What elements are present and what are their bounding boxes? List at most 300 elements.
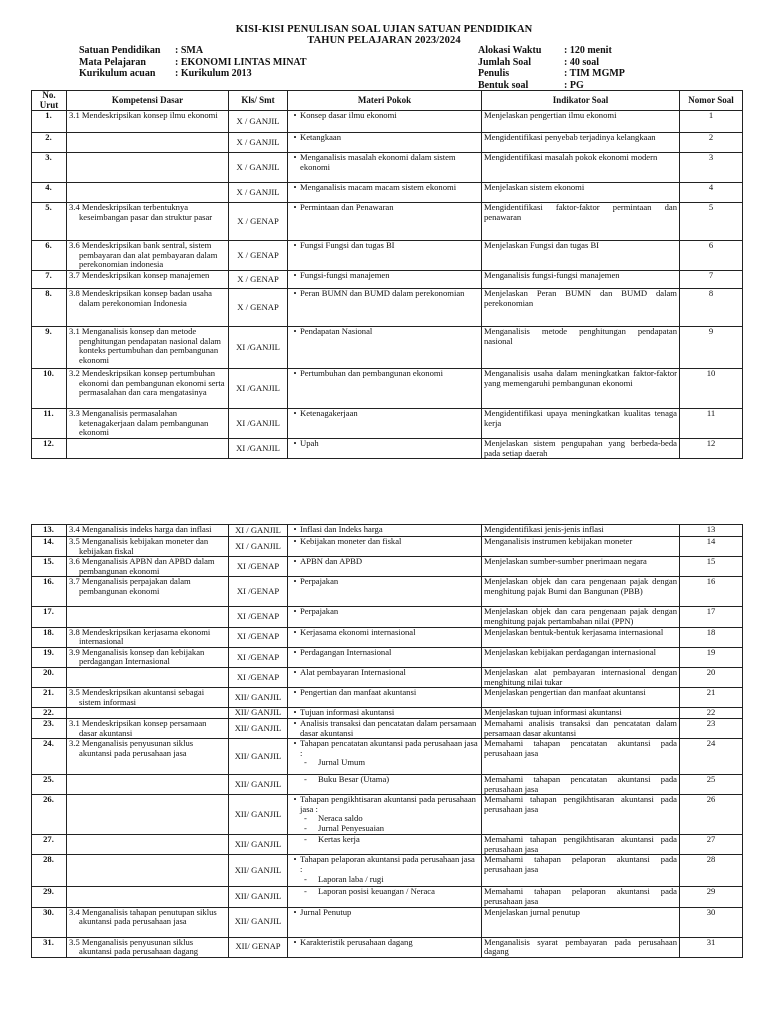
materi-bullet [290,557,479,567]
cell-kompetensi-dasar [67,525,229,537]
bullet-icon: • [293,202,297,213]
materi-text: Jurnal Umum [318,757,366,768]
table-row [32,369,743,409]
cell-kompetensi-dasar [67,557,229,577]
cell-materi-pokok [288,688,482,708]
cell-materi-pokok [288,537,482,557]
cell-indikator-soal: Mengidentifikasi faktor-faktor permintaan dan penawaran [482,203,680,241]
cell-kelas-semester: XII/ GANJIL [229,855,288,887]
materi-bullet [290,111,479,121]
cell-kompetensi-dasar [67,647,229,667]
cell-indikator-soal: Menjelaskan objek dan cara pengenaan pajak dengan menghitung pajak pertambahan nilai (PPN) [482,607,680,627]
cell-nomor-soal: 20 [680,667,743,687]
bullet-icon: • [293,524,297,534]
cell-nomor-soal: 27 [680,835,743,855]
info-label: Alokasi Waktu [478,45,542,56]
cell-indikator-soal: Menjelaskan objek dan cara pengenaan pajak dengan menghitung pajak Bumi dan Bangunan (PBB) [482,577,680,607]
materi-text: Tahapan pelaporan akuntansi pada perusahaan jasa : [300,854,475,875]
cell-nomor-soal: 5 [680,203,743,241]
table-row [32,409,743,439]
cell-nomor-soal: 23 [680,718,743,738]
cell-kelas-semester: XI /GENAP [229,627,288,647]
materi-bullet [290,369,479,379]
cell-materi-pokok [288,607,482,627]
info-label: Kurikulum acuan [79,68,156,80]
cell-no: 1. [32,111,67,133]
kompetensi-text: 3.7 Mendeskripsikan konsep manajemen [69,270,210,281]
bullet-icon: • [293,536,297,546]
kisi-kisi-table-2 [31,524,743,958]
cell-nomor-soal: 11 [680,409,743,439]
info-row-alokasi [478,45,625,57]
cell-materi-pokok [288,887,482,907]
col-header-no: No. Urut [32,91,67,111]
cell-nomor-soal: 22 [680,708,743,719]
cell-nomor-soal: 4 [680,183,743,203]
materi-bullet [290,183,479,193]
cell-nomor-soal: 24 [680,739,743,775]
cell-no: 21. [32,688,67,708]
materi-bullet [290,719,479,738]
cell-no: 8. [32,289,67,327]
materi-text: Permintaan dan Penawaran [300,202,394,213]
cell-no: 7. [32,271,67,289]
cell-nomor-soal: 18 [680,627,743,647]
cell-kompetensi-dasar [67,271,229,289]
cell-nomor-soal: 29 [680,887,743,907]
materi-text: Menganalisis macam macam sistem ekonomi [300,182,457,193]
cell-kompetensi-dasar [67,718,229,738]
cell-kelas-semester: XI /GANJIL [229,327,288,369]
materi-text: APBN dan APBD [300,556,363,567]
cell-kompetensi-dasar [67,327,229,369]
cell-indikator-soal: Memahami tahapan pelaporan akuntansi pada perusahaan jasa [482,855,680,887]
table-row [32,537,743,557]
cell-nomor-soal: 15 [680,557,743,577]
materi-bullet [290,855,479,874]
materi-bullet [290,688,479,698]
materi-text: Konsep dasar ilmu ekonomi [300,110,397,121]
cell-indikator-soal: Menjelaskan Peran BUMN dan BUMD dalam perekonomian [482,289,680,327]
materi-text: Perpajakan [300,606,339,617]
cell-kelas-semester: XI /GENAP [229,667,288,687]
materi-text: Buku Besar (Utama) [318,774,390,785]
cell-kelas-semester: X / GENAP [229,289,288,327]
cell-no: 30. [32,907,67,937]
cell-nomor-soal: 8 [680,289,743,327]
cell-kompetensi-dasar [67,627,229,647]
materi-bullet [290,628,479,638]
bullet-icon: • [293,718,297,728]
materi-bullet [290,203,479,213]
cell-indikator-soal: Memahami tahapan pencatatan akuntansi pada perusahaan jasa [482,739,680,775]
cell-no: 29. [32,887,67,907]
kompetensi-text: 3.9 Menganalisis konsep dan kebijakan perdagangan Internasional [69,647,205,667]
materi-bullet [290,241,479,251]
materi-text: Tujuan informasi akuntansi [300,707,395,718]
table-row [32,718,743,738]
info-row-jumlah [478,57,625,69]
table-row [32,887,743,907]
bullet-icon: • [293,270,297,281]
cell-no: 14. [32,537,67,557]
cell-indikator-soal: Menjelaskan alat pembayaran internasional dengan menghitung nilai tukar [482,667,680,687]
materi-text: Menganalisis masalah ekonomi dalam sistem ekonomi [300,152,456,172]
bullet-icon: • [293,687,297,698]
materi-text: Kebijakan moneter dan fiskal [300,536,402,546]
kompetensi-text: 3.4 Menganalisis indeks harga dan inflasi [69,524,212,534]
cell-indikator-soal: Menjelaskan pengertian ilmu ekonomi [482,111,680,133]
materi-bullet [290,739,479,758]
col-header-materi: Materi Pokok [288,91,482,111]
cell-materi-pokok [288,907,482,937]
cell-kompetensi-dasar [67,133,229,153]
table-row [32,203,743,241]
bullet-icon: • [293,240,297,251]
cell-no: 18. [32,627,67,647]
cell-materi-pokok [288,241,482,271]
materi-text: Laporan laba / rugi [318,873,384,884]
kompetensi-text: 3.1 Mendeskripsikan konsep ilmu ekonomi [69,110,218,121]
table-row [32,708,743,719]
cell-no: 28. [32,855,67,887]
document-title: KISI-KISI PENULISAN SOAL UJIAN SATUAN PENDIDIKAN [235,24,533,35]
materi-text: Pendapatan Nasional [300,326,373,337]
cell-kelas-semester: XI /GANJIL [229,438,288,458]
cell-indikator-soal: Memahami tahapan pelaporan akuntansi pada perusahaan jasa [482,887,680,907]
cell-nomor-soal: 12 [680,438,743,458]
cell-indikator-soal: Mengidentifikasi masalah pokok ekonomi modern [482,153,680,183]
dash-icon: - [304,757,307,768]
cell-kompetensi-dasar [67,577,229,607]
bullet-icon: • [293,854,297,865]
table-body [32,525,743,958]
cell-materi-pokok [288,835,482,855]
kompetensi-text: 3.5 Menganalisis kebijakan moneter dan kebijakan fiskal [69,536,209,556]
materi-bullet [290,439,479,449]
bullet-icon: • [293,707,297,718]
table-row [32,183,743,203]
materi-sub-item [290,835,479,845]
cell-materi-pokok [288,557,482,577]
bullet-icon: • [293,606,297,617]
cell-kompetensi-dasar [67,688,229,708]
cell-indikator-soal: Menjelaskan Fungsi dan tugas BI [482,241,680,271]
cell-kelas-semester: XII/ GANJIL [229,739,288,775]
table-row [32,937,743,957]
materi-text: Ketenagakerjaan [300,408,358,419]
materi-sub-item [290,887,479,897]
kompetensi-text: 3.6 Menganalisis APBN dan APBD dalam pembangunan ekonomi [69,556,215,576]
bullet-icon: • [293,438,297,448]
cell-kelas-semester: X / GENAP [229,271,288,289]
cell-kompetensi-dasar [67,153,229,183]
cell-materi-pokok [288,795,482,835]
cell-kelas-semester: XI /GENAP [229,577,288,607]
cell-nomor-soal: 6 [680,241,743,271]
materi-bullet [290,289,479,299]
materi-text: Perdagangan Internasional [300,647,392,657]
cell-kelas-semester: XII/ GANJIL [229,907,288,937]
info-value: : TIM MGMP [564,68,625,80]
bullet-icon: • [293,556,297,567]
cell-indikator-soal: Menganalisis usaha dalam meningkatkan faktor-faktor yang memengaruhi pembangunan ekonomi [482,369,680,409]
cell-materi-pokok [288,667,482,687]
materi-bullet [290,537,479,547]
materi-text: Peran BUMN dan BUMD dalam perekonomian [300,288,465,299]
cell-kelas-semester: X / GENAP [229,203,288,241]
table-row [32,647,743,667]
cell-kelas-semester: XII/ GANJIL [229,708,288,719]
cell-materi-pokok [288,271,482,289]
table-row [32,835,743,855]
cell-nomor-soal: 13 [680,525,743,537]
cell-kompetensi-dasar [67,667,229,687]
dash-icon: - [304,886,307,897]
cell-nomor-soal: 30 [680,907,743,937]
info-row-kurikulum [79,68,307,80]
cell-materi-pokok [288,327,482,369]
bullet-icon: • [293,627,297,637]
cell-no: 20. [32,667,67,687]
cell-indikator-soal: Menjelaskan tujuan informasi akuntansi [482,708,680,719]
materi-sub-item [290,824,479,834]
cell-kelas-semester: XI /GENAP [229,607,288,627]
cell-indikator-soal: Menjelaskan jurnal penutup [482,907,680,937]
cell-kelas-semester: XII/ GANJIL [229,835,288,855]
materi-text: Perpajakan [300,576,339,587]
cell-kelas-semester: XI / GANJIL [229,525,288,537]
materi-bullet [290,327,479,337]
cell-no: 3. [32,153,67,183]
bullet-icon: • [293,152,297,163]
cell-materi-pokok [288,289,482,327]
bullet-icon: • [293,667,297,677]
table-row [32,739,743,775]
table-row [32,577,743,607]
table-row [32,855,743,887]
materi-bullet [290,708,479,718]
materi-text: Laporan posisi keuangan / Neraca [318,886,435,897]
info-row-satuan [79,45,307,57]
cell-kelas-semester: XII/ GENAP [229,937,288,957]
cell-materi-pokok [288,133,482,153]
cell-materi-pokok [288,708,482,719]
bullet-icon: • [293,288,297,299]
cell-kompetensi-dasar [67,835,229,855]
bullet-icon: • [293,647,297,657]
cell-kelas-semester: XII/ GANJIL [229,795,288,835]
materi-text: Pengertian dan manfaat akuntansi [300,687,417,698]
cell-kelas-semester: X / GANJIL [229,153,288,183]
col-header-nomor: Nomor Soal [680,91,743,111]
materi-bullet [290,153,479,172]
cell-indikator-soal: Memahami analisis transaksi dan pencatatan dalam persamaan dasar akuntansi [482,718,680,738]
cell-no: 11. [32,409,67,439]
materi-text: Fungsi-fungsi manajemen [300,270,390,281]
materi-bullet [290,133,479,143]
cell-no: 15. [32,557,67,577]
cell-materi-pokok [288,627,482,647]
cell-no: 5. [32,203,67,241]
cell-nomor-soal: 26 [680,795,743,835]
cell-materi-pokok [288,183,482,203]
materi-text: Kerjasama ekonomi internasional [300,627,416,637]
bullet-icon: • [293,907,297,917]
cell-no: 22. [32,708,67,719]
cell-nomor-soal: 14 [680,537,743,557]
dash-icon: - [304,873,307,884]
info-value: : 40 soal [564,56,599,68]
info-value: : Kurikulum 2013 [175,68,252,80]
info-value: : EKONOMI LINTAS MINAT [175,56,307,68]
cell-kompetensi-dasar [67,775,229,795]
table-row [32,327,743,369]
table-header-row [32,91,743,111]
table-row [32,271,743,289]
kisi-kisi-table-1 [31,90,743,459]
materi-bullet [290,938,479,948]
cell-no: 19. [32,647,67,667]
info-label: Bentuk soal [478,79,529,91]
bullet-icon: • [293,326,297,337]
cell-kompetensi-dasar [67,739,229,775]
cell-nomor-soal: 1 [680,111,743,133]
cell-materi-pokok [288,409,482,439]
cell-kompetensi-dasar [67,887,229,907]
document-subtitle: TAHUN PELAJARAN 2023/2024 [307,35,461,46]
bullet-icon: • [293,937,297,947]
cell-nomor-soal: 19 [680,647,743,667]
cell-no: 24. [32,739,67,775]
cell-materi-pokok [288,369,482,409]
materi-sub-item [290,775,479,785]
materi-bullet [290,525,479,535]
bullet-icon: • [293,110,297,121]
cell-indikator-soal: Mengidentifikasi upaya meningkatkan kualitas tenaga kerja [482,409,680,439]
info-label: Penulis [478,68,510,80]
table-row [32,241,743,271]
kompetensi-text: 3.7 Menganalisis perpajakan dalam pembangunan ekonomi [69,576,191,596]
info-label: Mata Pelajaran [79,56,146,68]
cell-materi-pokok [288,647,482,667]
kompetensi-text: 3.1 Menganalisis konsep dan metode penghitungan pendapatan nasional dalam konteks pertumbuhan dan pembangunan ekonomi [69,326,221,365]
kompetensi-text: 3.5 Mendeskripsikan akuntansi sebagai sistem informasi [69,687,205,707]
materi-bullet [290,409,479,419]
cell-indikator-soal: Menganalisis instrumen kebijakan moneter [482,537,680,557]
kompetensi-text: 3.8 Mendeskripsikan konsep badan usaha dalam perekonomian Indonesia [69,288,212,308]
cell-no: 25. [32,775,67,795]
kompetensi-text: 3.1 Mendeskripsikan konsep persamaan dasar akuntansi [69,718,207,738]
materi-text: Tahapan pencatatan akuntansi pada perusahaan jasa : [300,738,478,758]
materi-text: Jurnal Penyesuaian [318,823,385,834]
cell-kompetensi-dasar [67,289,229,327]
info-label: Satuan Pendidikan [79,45,161,56]
kompetensi-text: 3.5 Menganalisis penyusunan siklus akuntansi pada perusahaan dagang [69,937,199,957]
col-header-indikator: Indikator Soal [482,91,680,111]
cell-nomor-soal: 10 [680,369,743,409]
materi-bullet [290,607,479,617]
table-row [32,688,743,708]
kompetensi-text: 3.2 Menganalisis penyusunan siklus akuntansi pada perusahaan jasa [69,738,194,758]
cell-materi-pokok [288,775,482,795]
bullet-icon: • [293,794,297,805]
materi-bullet [290,648,479,658]
info-label: Jumlah Soal [478,56,532,68]
cell-kompetensi-dasar [67,708,229,719]
bullet-icon: • [293,368,297,379]
header-info-right [478,45,625,91]
table-row [32,907,743,937]
cell-kompetensi-dasar [67,855,229,887]
cell-no: 6. [32,241,67,271]
kompetensi-text: 3.6 Mendeskripsikan bank sentral, sistem pembayaran dan alat pembayaran dalam perekonomian indonesia [69,240,218,270]
cell-materi-pokok [288,111,482,133]
cell-materi-pokok [288,739,482,775]
cell-kelas-semester: X / GANJIL [229,111,288,133]
cell-indikator-soal: Mengidentifikasi jenis-jenis inflasi [482,525,680,537]
cell-kompetensi-dasar [67,438,229,458]
col-header-kelas: Kls/ Smt [229,91,288,111]
cell-indikator-soal: Menjelaskan sistem ekonomi [482,183,680,203]
kompetensi-text: 3.4 Mendeskripsikan terbentuknya keseimbangan pasar dan struktur pasar [69,202,213,222]
table-row [32,627,743,647]
cell-kompetensi-dasar [67,607,229,627]
cell-kompetensi-dasar [67,795,229,835]
cell-indikator-soal: Memahami tahapan pencatatan akuntansi pada perusahaan jasa [482,775,680,795]
table-row [32,775,743,795]
cell-nomor-soal: 3 [680,153,743,183]
materi-text: Fungsi Fungsi dan tugas BI [300,240,395,251]
kompetensi-text: 3.3 Menganalisis permasalahan ketenagakerjaan dalam pembangunan ekonomi [69,408,209,438]
cell-indikator-soal: Menganalisis syarat pembayaran pada perusahaan dagang [482,937,680,957]
materi-text: Kertas kerja [318,834,360,845]
info-row-mapel [79,57,307,69]
cell-nomor-soal: 16 [680,577,743,607]
table-row [32,607,743,627]
table-row [32,557,743,577]
cell-kompetensi-dasar [67,203,229,241]
cell-nomor-soal: 9 [680,327,743,369]
cell-indikator-soal: Menjelaskan sumber-sumber pnerimaan negara [482,557,680,577]
cell-kelas-semester: XI /GANJIL [229,369,288,409]
cell-nomor-soal: 7 [680,271,743,289]
cell-no: 23. [32,718,67,738]
cell-kompetensi-dasar [67,111,229,133]
materi-text: Karakteristik perusahaan dagang [300,937,413,947]
table-row [32,153,743,183]
kompetensi-text: 3.4 Menganalisis tahapan penutupan siklus akuntansi pada perusahaan jasa [69,907,217,927]
cell-indikator-soal: Menjelaskan sistem pengupahan yang berbeda-beda pada setiap daerah [482,438,680,458]
materi-text: Jurnal Penutup [300,907,352,917]
bullet-icon: • [293,408,297,419]
cell-indikator-soal: Mengidentifikasi penyebab terjadinya kelangkaan [482,133,680,153]
cell-kelas-semester: XII/ GANJIL [229,887,288,907]
bullet-icon: • [293,576,297,587]
cell-indikator-soal: Menganalisis fungsi-fungsi manajemen [482,271,680,289]
cell-no: 17. [32,607,67,627]
cell-indikator-soal: Menjelaskan pengertian dan manfaat akuntansi [482,688,680,708]
kompetensi-text: 3.8 Mendeskripsikan kerjasama ekonomi internasional [69,627,211,647]
cell-kompetensi-dasar [67,183,229,203]
cell-kompetensi-dasar [67,537,229,557]
info-value: : SMA [175,45,204,56]
table-row [32,525,743,537]
cell-materi-pokok [288,937,482,957]
cell-materi-pokok [288,438,482,458]
cell-materi-pokok [288,153,482,183]
materi-bullet [290,908,479,918]
